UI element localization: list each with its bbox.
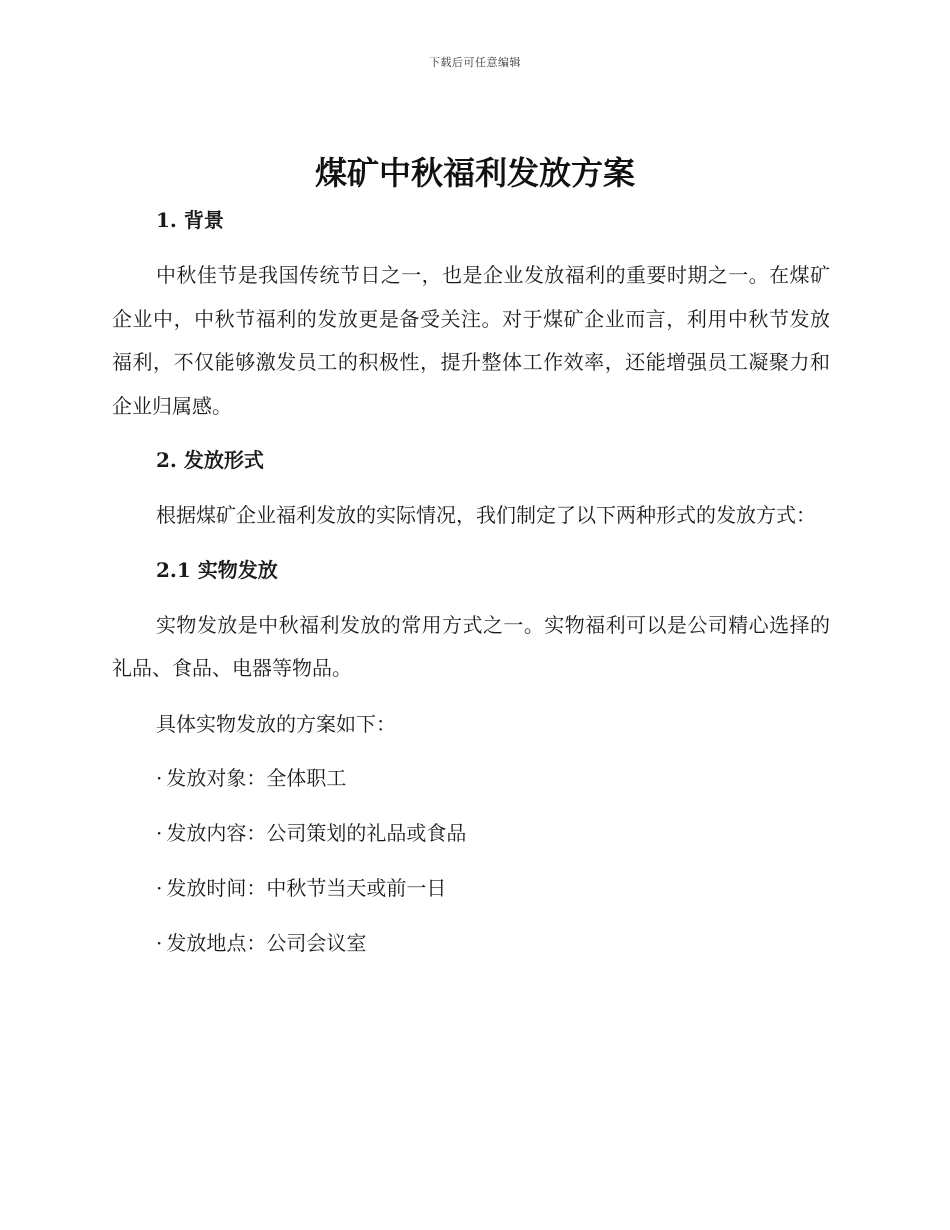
list-item bbox=[112, 868, 830, 923]
section-heading-distribution-form: 2. 发放形式 bbox=[156, 448, 264, 472]
header-note: 下载后可任意编辑 bbox=[429, 56, 521, 69]
physical-distribution-paragraph: 实物发放是中秋福利发放的常用方式之一。实物福利可以是公司精心选择的礼品、食品、电器等物品。 bbox=[112, 612, 830, 680]
list-item bbox=[112, 813, 830, 868]
background-paragraph: 中秋佳节是我国传统节日之一，也是企业发放福利的重要时期之一。在煤矿企业中，中秋节福利的发放更是备受关注。对于煤矿企业而言，利用中秋节发放福利，不仅能够激发员工的积极性，提升整体工作效率，还能增强员工凝聚力和企业归属感。 bbox=[112, 263, 830, 418]
physical-distribution-intro: 具体实物发放的方案如下： bbox=[156, 711, 396, 736]
distribution-bullet-list bbox=[112, 758, 830, 978]
bullet-dot-icon: · bbox=[156, 876, 163, 900]
list-item-text: 发放内容：公司策划的礼品或食品 bbox=[166, 821, 467, 845]
list-item-text: 发放时间：中秋节当天或前一日 bbox=[166, 876, 447, 900]
section-heading-physical-distribution: 2.1 实物发放 bbox=[156, 557, 278, 582]
distribution-form-paragraph: 根据煤矿企业福利发放的实际情况，我们制定了以下两种形式的发放方式： bbox=[156, 503, 816, 527]
bullet-dot-icon: · bbox=[156, 766, 163, 790]
list-item-text: 发放地点：公司会议室 bbox=[166, 931, 367, 955]
section-heading-background: 1. 背景 bbox=[156, 208, 224, 232]
list-item bbox=[112, 923, 830, 978]
document-body bbox=[112, 200, 830, 978]
document-title: 煤矿中秋福利发放方案 bbox=[314, 154, 635, 192]
bullet-dot-icon: · bbox=[156, 821, 163, 845]
bullet-dot-icon: · bbox=[156, 931, 163, 955]
list-item bbox=[112, 758, 830, 813]
list-item-text: 发放对象：全体职工 bbox=[166, 766, 347, 790]
